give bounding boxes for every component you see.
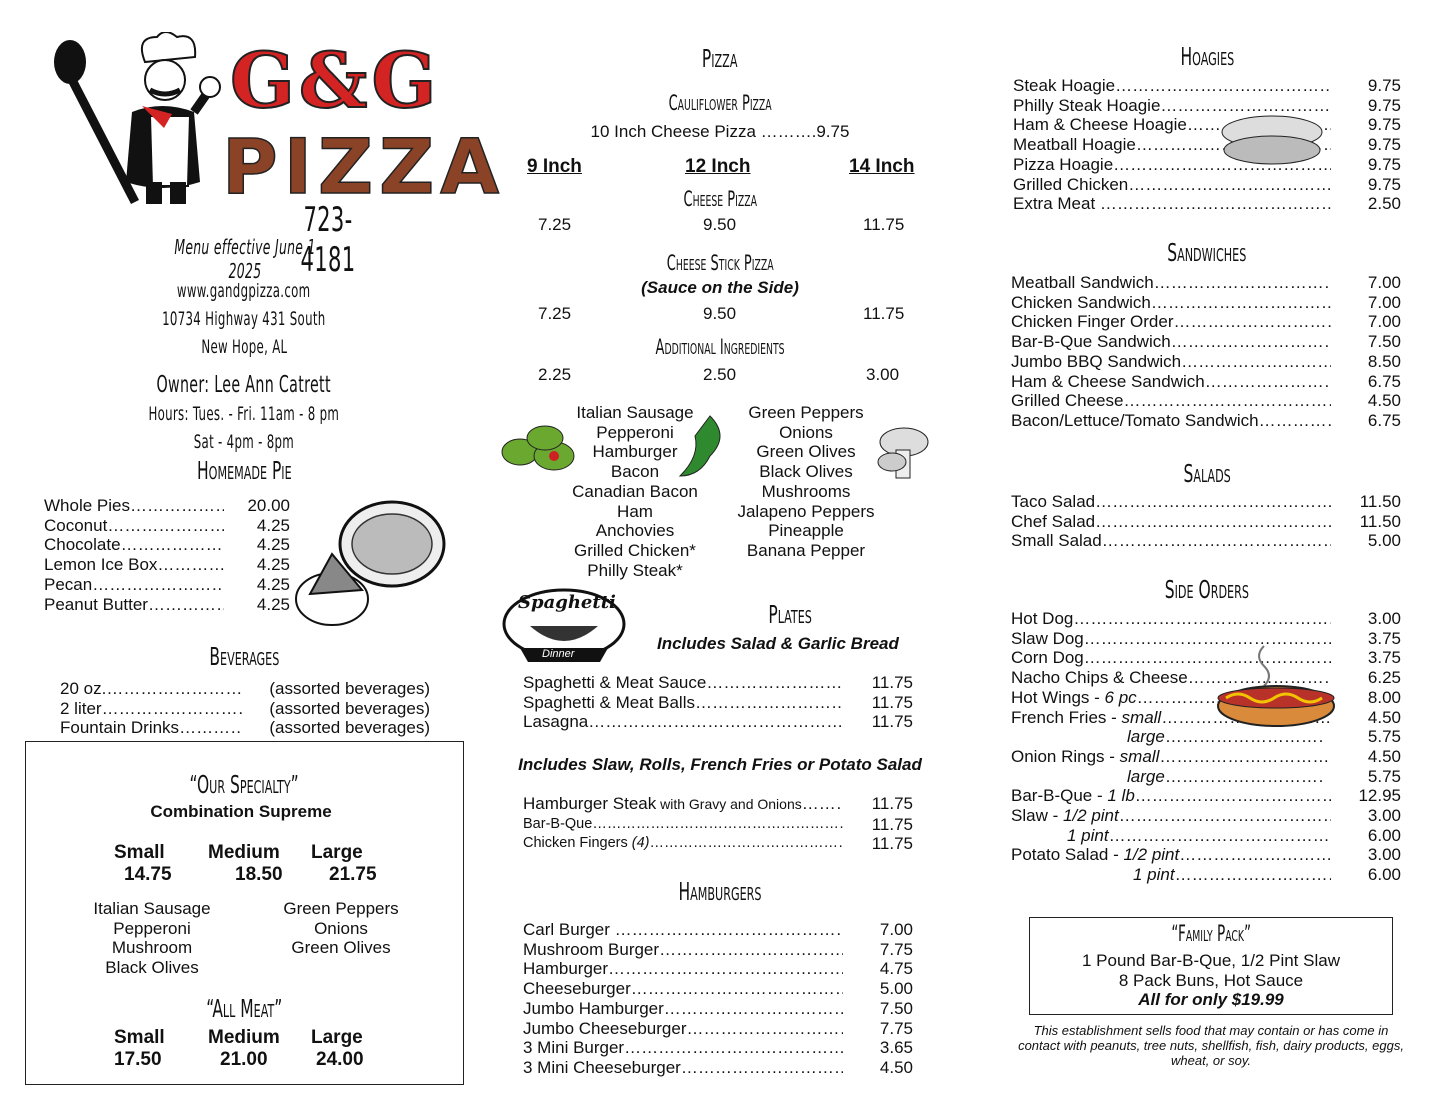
- spaghetti-badge-sub: Dinner: [542, 648, 575, 660]
- size-12-inch: 12 Inch: [685, 156, 751, 177]
- ingredient: Ham: [617, 501, 653, 521]
- list-item: 1 pint ……………………………………………………………………… 6.00: [1011, 865, 1403, 885]
- specialty-topping: Pepperoni: [113, 918, 191, 938]
- specialty-topping: Green Peppers: [283, 899, 399, 918]
- list-item: Jumbo Hamburger ……………………………………………………………………… 7.50: [523, 999, 915, 1019]
- ingredient: Canadian Bacon: [572, 481, 698, 501]
- family-pack-price: All for only $19.99: [1138, 990, 1284, 1009]
- price-large: 21.75: [329, 864, 377, 885]
- list-item: Coconut ……………………………………………………………………… 4.25: [44, 516, 290, 536]
- cheese-stick-heading: Cheese Stick Pizza: [666, 251, 774, 275]
- ingredient: Anchovies: [595, 521, 675, 541]
- hoagie-image: [1220, 112, 1324, 168]
- plates-list2: [523, 794, 915, 854]
- ingredient: Onions: [779, 422, 833, 442]
- ingredients-right: [720, 403, 892, 561]
- size-large: Large: [311, 842, 363, 863]
- family-pack-line1: 1 Pound Bar-B-Que, 1/2 Pint Slaw: [1082, 951, 1340, 970]
- list-item: Hamburger ……………………………………………………………………… 4.75: [523, 959, 915, 979]
- size-small: Small: [114, 1027, 165, 1048]
- list-item: 3 Mini Burger ……………………………………………………………………… 3.65: [523, 1038, 915, 1058]
- list-item: Whole Pies ……………………………………………………………………… 20.00: [44, 496, 290, 516]
- salads-heading: Salads: [1183, 459, 1231, 488]
- phone-number: 723-4181: [300, 200, 356, 280]
- list-item: Onion Rings - small ……………………………………………………………………… 4.50: [1011, 747, 1403, 767]
- stick-price-14: 11.75: [863, 304, 905, 323]
- cheese-stick-note: (Sauce on the Side): [641, 278, 799, 297]
- list-item: Peanut Butter ……………………………………………………………………… 4.25: [44, 595, 290, 615]
- hamburgers-heading: Hamburgers: [678, 877, 762, 906]
- cheese-price-14: 11.75: [863, 215, 905, 234]
- pie-image: [292, 494, 452, 630]
- plates-note2: Includes Slaw, Rolls, French Fries or Potato Salad: [518, 755, 922, 774]
- size-14-inch: 14 Inch: [849, 156, 915, 177]
- list-item: Slaw - 1/2 pint ……………………………………………………………………… 3.00: [1011, 806, 1403, 826]
- list-item: Bacon/Lettuce/Tomato Sandwich ……………………………………………………………………… 6.75: [1011, 411, 1401, 431]
- list-item: Pizza Hoagie ……………………………………………………………………… 9.75: [1013, 155, 1401, 175]
- cheese-price-12: 9.50: [703, 215, 737, 234]
- hoagies-list: [1013, 76, 1401, 214]
- cheese-price-9: 7.25: [538, 215, 572, 234]
- ingredient: Grilled Chicken*: [574, 540, 696, 560]
- list-item: 2 liter ……………………………………………………………………… (assorted beverages): [60, 699, 430, 719]
- ingredient: Black Olives: [759, 462, 853, 482]
- website-link[interactable]: www.gandgpizza.com: [177, 280, 311, 302]
- cauliflower-heading: Cauliflower Pizza: [668, 91, 772, 115]
- add-price-12: 2.50: [703, 365, 737, 384]
- owner-name: Owner: Lee Ann Catrett: [156, 372, 332, 398]
- list-item: Chicken Sandwich ……………………………………………………………………… 7.00: [1011, 293, 1401, 313]
- list-item: Taco Salad ……………………………………………………………………… 11.50: [1011, 492, 1401, 512]
- address-line1: 10734 Highway 431 South: [162, 308, 326, 330]
- list-item: Bar-B-Que Sandwich ……………………………………………………………………… 7.50: [1011, 332, 1401, 352]
- list-item: French Fries - small ……………………………………………………………………… 4.50: [1011, 708, 1403, 728]
- list-item: Ham & Cheese Sandwich ……………………………………………………………………… 6.75: [1011, 372, 1401, 392]
- list-item: Ham & Cheese Hoagie ……………………………………………………………………… 9.75: [1013, 115, 1401, 135]
- list-item: Hot Wings - 6 pc ……………………………………………………………………… 8.00: [1011, 688, 1403, 708]
- left-column: [0, 0, 506, 1113]
- list-item: Lasagna ……………………………………………………………………… 11.75: [523, 712, 915, 732]
- plates-list1: [523, 673, 915, 732]
- family-pack-heading: “Family Pack”: [1171, 922, 1251, 947]
- ingredient: Green Peppers: [748, 403, 864, 422]
- stick-price-12: 9.50: [703, 304, 737, 323]
- list-item: large ……………………………………………………………………… 5.75: [1011, 767, 1403, 787]
- cheese-pizza-heading: Cheese Pizza: [683, 187, 757, 211]
- price-medium: 18.50: [235, 864, 283, 885]
- meat-price-medium: 21.00: [220, 1049, 268, 1070]
- list-item: Pecan ……………………………………………………………………… 4.25: [44, 575, 290, 595]
- meat-price-large: 24.00: [316, 1049, 364, 1070]
- list-item: Philly Steak Hoagie ……………………………………………………………………… 9.75: [1013, 96, 1401, 116]
- side-orders-heading: Side Orders: [1164, 575, 1250, 604]
- list-item: Lemon Ice Box ……………………………………………………………………… 4.25: [44, 555, 290, 575]
- list-item: Jumbo Cheeseburger ……………………………………………………………………… 7.75: [523, 1019, 915, 1039]
- ingredient: Hamburger: [592, 442, 678, 462]
- list-item: Grilled Cheese ……………………………………………………………………… 4.50: [1011, 391, 1401, 411]
- logo-gg: G&G: [230, 36, 441, 125]
- specialty-subtitle: Combination Supreme: [150, 802, 332, 821]
- hours-weekday: Hours: Tues. - Fri. 11am - 8 pm: [148, 403, 340, 425]
- pie-list: [44, 496, 290, 614]
- allergen-notice: This establishment sells food that may contain or has come in contact with peanuts, tree nuts, shellfish, fish, dairy products, eggs, wheat, or soy.: [1018, 1023, 1404, 1068]
- meat-price-small: 17.50: [114, 1049, 162, 1070]
- beverages-heading: Beverages: [209, 642, 279, 671]
- list-item: Cheeseburger ……………………………………………………………………… 5.00: [523, 979, 915, 999]
- list-item: Meatball Hoagie ……………………………………………………………………… 9.75: [1013, 135, 1401, 155]
- middle-column: [490, 0, 960, 1113]
- ingredient: Green Olives: [756, 442, 856, 462]
- specialty-heading: “Our Specialty”: [189, 770, 300, 799]
- hoagies-heading: Hoagies: [1180, 42, 1234, 71]
- size-medium: Medium: [208, 842, 280, 863]
- ingredient: Bacon: [610, 462, 660, 482]
- list-item: Extra Meat ……………………………………………………………………… 2.50: [1013, 194, 1401, 214]
- size-9-inch: 9 Inch: [527, 156, 582, 177]
- hotdog-image: [1214, 642, 1338, 742]
- salads-list: [1011, 492, 1401, 551]
- family-pack-line2: 8 Pack Buns, Hot Sauce: [1118, 971, 1304, 990]
- list-item: Chicken Finger Order ……………………………………………………………………… 7.00: [1011, 312, 1401, 332]
- hamburgers-list: [523, 920, 915, 1078]
- list-item: large ……………………………………………………………………… 5.75: [1011, 727, 1403, 747]
- sandwiches-list: [1011, 273, 1401, 431]
- side-orders-list: [1011, 609, 1403, 885]
- size-large: Large: [311, 1027, 363, 1048]
- list-item: Potato Salad - 1/2 pint ……………………………………………………………………… 3.00: [1011, 845, 1403, 865]
- list-item: Hamburger Steak with Gravy and Onions ……………………………………………………………………… 11.75: [523, 794, 915, 815]
- list-item: Grilled Chicken ……………………………………………………………………… 9.75: [1013, 175, 1401, 195]
- list-item: Small Salad ……………………………………………………………………… 5.00: [1011, 531, 1401, 551]
- sandwiches-heading: Sandwiches: [1167, 238, 1247, 267]
- ingredient: Jalapeno Peppers: [737, 501, 875, 521]
- specialty-topping: Green Olives: [291, 938, 391, 958]
- ingredient: Italian Sausage: [576, 403, 694, 422]
- size-medium: Medium: [208, 1027, 280, 1048]
- chef-mascot-image: [50, 32, 230, 212]
- list-item: Chef Salad ……………………………………………………………………… 11.50: [1011, 512, 1401, 532]
- list-item: Spaghetti & Meat Sauce ……………………………………………………………………… 11.75: [523, 673, 915, 693]
- effective-date: Menu effective June 1 2025: [174, 235, 316, 283]
- list-item: Corn Dog ……………………………………………………………………… 3.75: [1011, 648, 1403, 668]
- specialty-topping: Mushroom: [111, 938, 193, 958]
- specialty-topping: Italian Sausage: [93, 899, 211, 918]
- list-item: Meatball Sandwich ……………………………………………………………………… 7.00: [1011, 273, 1401, 293]
- beverages-list: [60, 679, 430, 738]
- list-item: 1 pint ……………………………………………………………………… 6.00: [1011, 826, 1403, 846]
- spaghetti-badge-text: Spaghetti: [518, 592, 616, 613]
- additional-ingredients-heading: Additional Ingredients: [655, 335, 785, 359]
- cauliflower-line: 10 Inch Cheese Pizza ……….9.75: [590, 122, 850, 141]
- list-item: Fountain Drinks ……………………………………………………………………… (assorted beverages): [60, 718, 430, 738]
- add-price-9: 2.25: [538, 365, 572, 384]
- address-line2: New Hope, AL: [200, 336, 288, 358]
- list-item: Spaghetti & Meat Balls ……………………………………………………………………… 11.75: [523, 693, 915, 713]
- list-item: Carl Burger ……………………………………………………………………… 7.00: [523, 920, 915, 940]
- pizza-heading: Pizza: [702, 44, 738, 73]
- ingredients-left: [550, 403, 720, 580]
- stick-price-9: 7.25: [538, 304, 572, 323]
- specialty-topping: Black Olives: [105, 958, 199, 978]
- plates-note1: Includes Salad & Garlic Bread: [657, 634, 899, 653]
- all-meat-heading: “All Meat”: [206, 994, 283, 1023]
- specialty-topping: Onions: [314, 918, 368, 938]
- list-item: Mushroom Burger ……………………………………………………………………… 7.75: [523, 940, 915, 960]
- ingredient: Pepperoni: [596, 422, 674, 442]
- list-item: 20 oz. ……………………………………………………………………… (assorted beverages): [60, 679, 430, 699]
- specialty-box: [25, 741, 464, 1085]
- price-small: 14.75: [124, 864, 172, 885]
- list-item: Hot Dog ……………………………………………………………………… 3.00: [1011, 609, 1403, 629]
- ingredient: Banana Pepper: [746, 540, 866, 560]
- list-item: 3 Mini Cheeseburger ……………………………………………………………………… 4.50: [523, 1058, 915, 1078]
- hours-saturday: Sat - 4pm - 8pm: [193, 431, 295, 453]
- size-small: Small: [114, 842, 165, 863]
- list-item: Bar-B-Que - 1 lb ……………………………………………………………………… 12.95: [1011, 786, 1403, 806]
- ingredient: Pineapple: [768, 521, 844, 541]
- list-item: Jumbo BBQ Sandwich ……………………………………………………………………… 8.50: [1011, 352, 1401, 372]
- list-item: Steak Hoagie ……………………………………………………………………… 9.75: [1013, 76, 1401, 96]
- right-column: [1000, 0, 1420, 1113]
- pie-heading: Homemade Pie: [196, 456, 292, 485]
- list-item: Bar-B-Que ……………………………………………………………………… 11.75: [523, 815, 915, 835]
- list-item: Slaw Dog ……………………………………………………………………… 3.75: [1011, 629, 1403, 649]
- add-price-14: 3.00: [866, 365, 900, 384]
- ingredient: Philly Steak*: [587, 560, 683, 580]
- list-item: Chicken Fingers (4) ……………………………………………………………………… 11.75: [523, 834, 915, 854]
- list-item: Chocolate ……………………………………………………………………… 4.25: [44, 535, 290, 555]
- family-pack-box: [1029, 917, 1393, 1015]
- list-item: Nacho Chips & Cheese ……………………………………………………………………… 6.25: [1011, 668, 1403, 688]
- plates-heading: Plates: [768, 600, 812, 629]
- ingredient: Mushrooms: [761, 481, 851, 501]
- logo-pizza: PIZZA: [222, 122, 506, 211]
